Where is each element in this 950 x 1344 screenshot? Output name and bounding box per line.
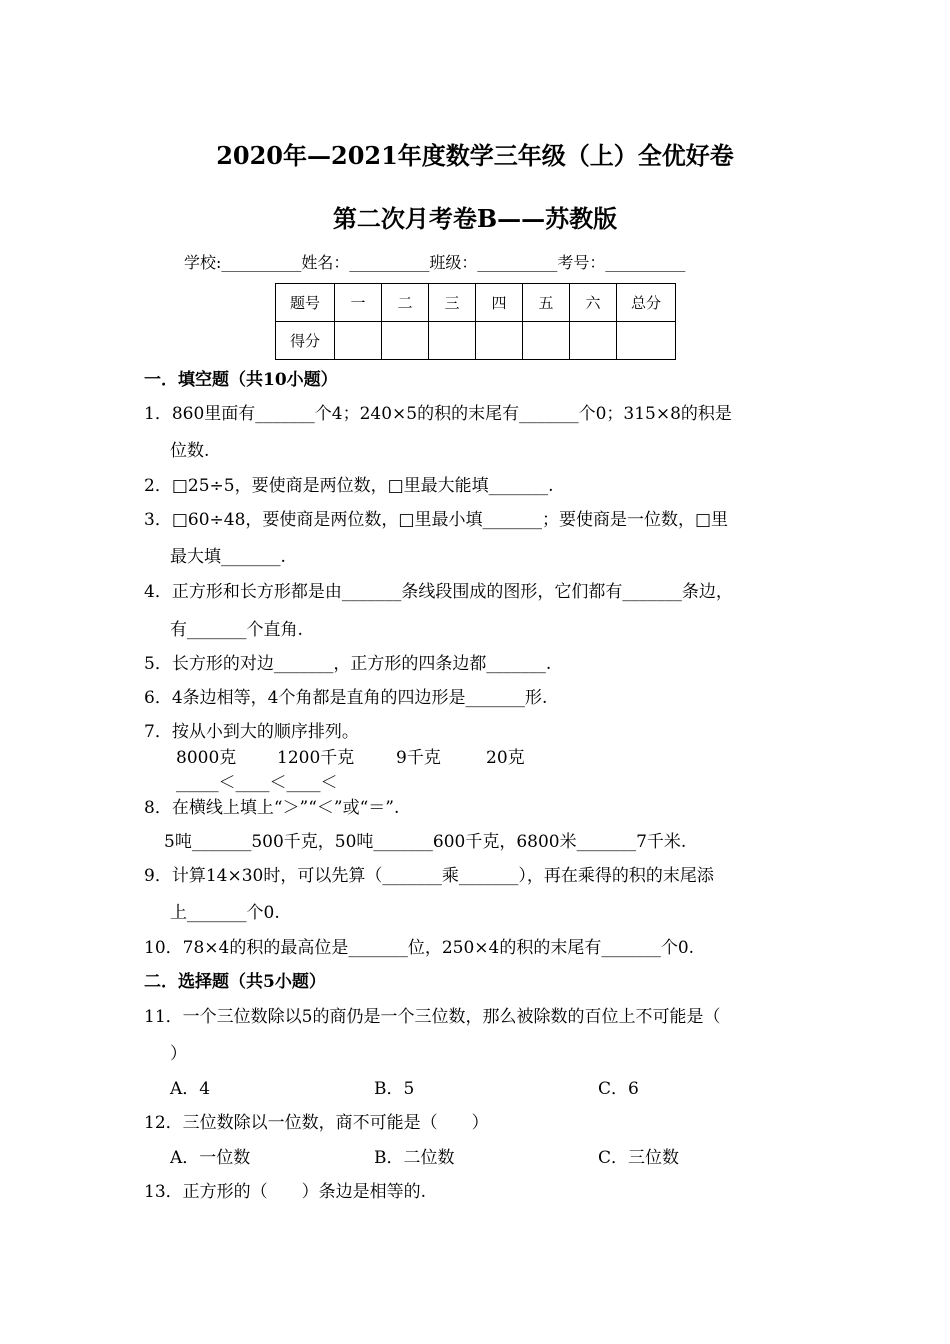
question-11-option: A．4 [170,1079,211,1099]
score-cell: 六 [570,284,617,322]
question-3-line-1: 3．□60÷48，要使商是两位数，□里最小填_______；要使商是一位数，□里 [144,510,729,530]
question-10: 10．78×4的积的最高位是_______位，250×4的积的末尾有_______个0. [144,938,695,958]
student-info-line: 学校:__________姓名：__________班级：__________考号：__________ [184,253,686,272]
question-7-item: 8000克 [176,748,237,768]
question-12-option: A．一位数 [170,1148,251,1168]
question-5: 5．长方形的对边_______，正方形的四条边都_______. [144,654,552,674]
question-11-line-1: 11．一个三位数除以5的商仍是一个三位数，那么被除数的百位上不可能是（ [144,1007,721,1027]
score-cell [335,322,382,360]
question-12-option: B．二位数 [374,1148,455,1168]
exam-title: 2020年—2021年度数学三年级（上）全优好卷 [216,141,734,170]
score-cell [570,322,617,360]
question-11-option: B．5 [374,1079,415,1099]
score-cell [476,322,523,360]
score-table [275,283,676,360]
question-7-item: 1200千克 [277,748,355,768]
score-cell: 五 [523,284,570,322]
score-cell: 四 [476,284,523,322]
score-cell [617,322,676,360]
section-heading-fill-blank: 一．填空题（共10小题） [144,370,338,390]
question-11-line-2: ） [170,1044,187,1064]
section-heading-multiple-choice: 二．选择题（共5小题） [144,972,326,992]
question-7: 7．按从小到大的顺序排列。 [144,722,359,742]
score-cell [382,322,429,360]
question-12: 12．三位数除以一位数，商不可能是（ ） [144,1113,489,1133]
score-table-score-row [276,322,676,360]
question-11-option: C．6 [598,1079,639,1099]
question-2: 2．□25÷5，要使商是两位数，□里最大能填_______. [144,476,554,496]
exam-subtitle: 第二次月考卷B——苏教版 [332,204,618,233]
question-12-option: C．三位数 [598,1148,680,1168]
score-cell: 题号 [276,284,335,322]
score-cell: 三 [429,284,476,322]
question-1-line-1: 1．860里面有_______个4；240×5的积的末尾有_______个0；315×8的积是 [144,404,732,424]
score-cell [523,322,570,360]
question-3-line-2: 最大填_______. [170,547,286,567]
question-7-item: 9千克 [396,748,441,768]
score-cell [429,322,476,360]
question-7-item: 20克 [486,748,525,768]
question-1-line-2: 位数. [170,441,210,461]
question-6: 6．4条边相等，4个角都是直角的四边形是_______形. [144,688,548,708]
question-8-line-2: 5吨_______500千克，50吨_______600千克，6800米_______7千米. [164,832,687,852]
score-cell: 二 [382,284,429,322]
question-4-line-2: 有_______个直角. [170,620,303,640]
question-7-ordering-blanks: _____＜____＜____＜ [176,773,338,793]
question-4-line-1: 4．正方形和长方形都是由_______条线段围成的图形，它们都有_______条边， [144,582,733,602]
question-13: 13．正方形的（ ）条边是相等的. [144,1182,427,1202]
score-cell: 总分 [617,284,676,322]
question-8: 8．在横线上填上“＞”“＜”或“＝”. [144,798,400,818]
score-table-header-row [276,284,676,322]
score-cell: 得分 [276,322,335,360]
question-9-line-2: 上_______个0. [170,903,280,923]
score-cell: 一 [335,284,382,322]
question-9-line-1: 9．计算14×30时，可以先算（_______乘_______），再在乘得的积的末尾添 [144,866,714,886]
